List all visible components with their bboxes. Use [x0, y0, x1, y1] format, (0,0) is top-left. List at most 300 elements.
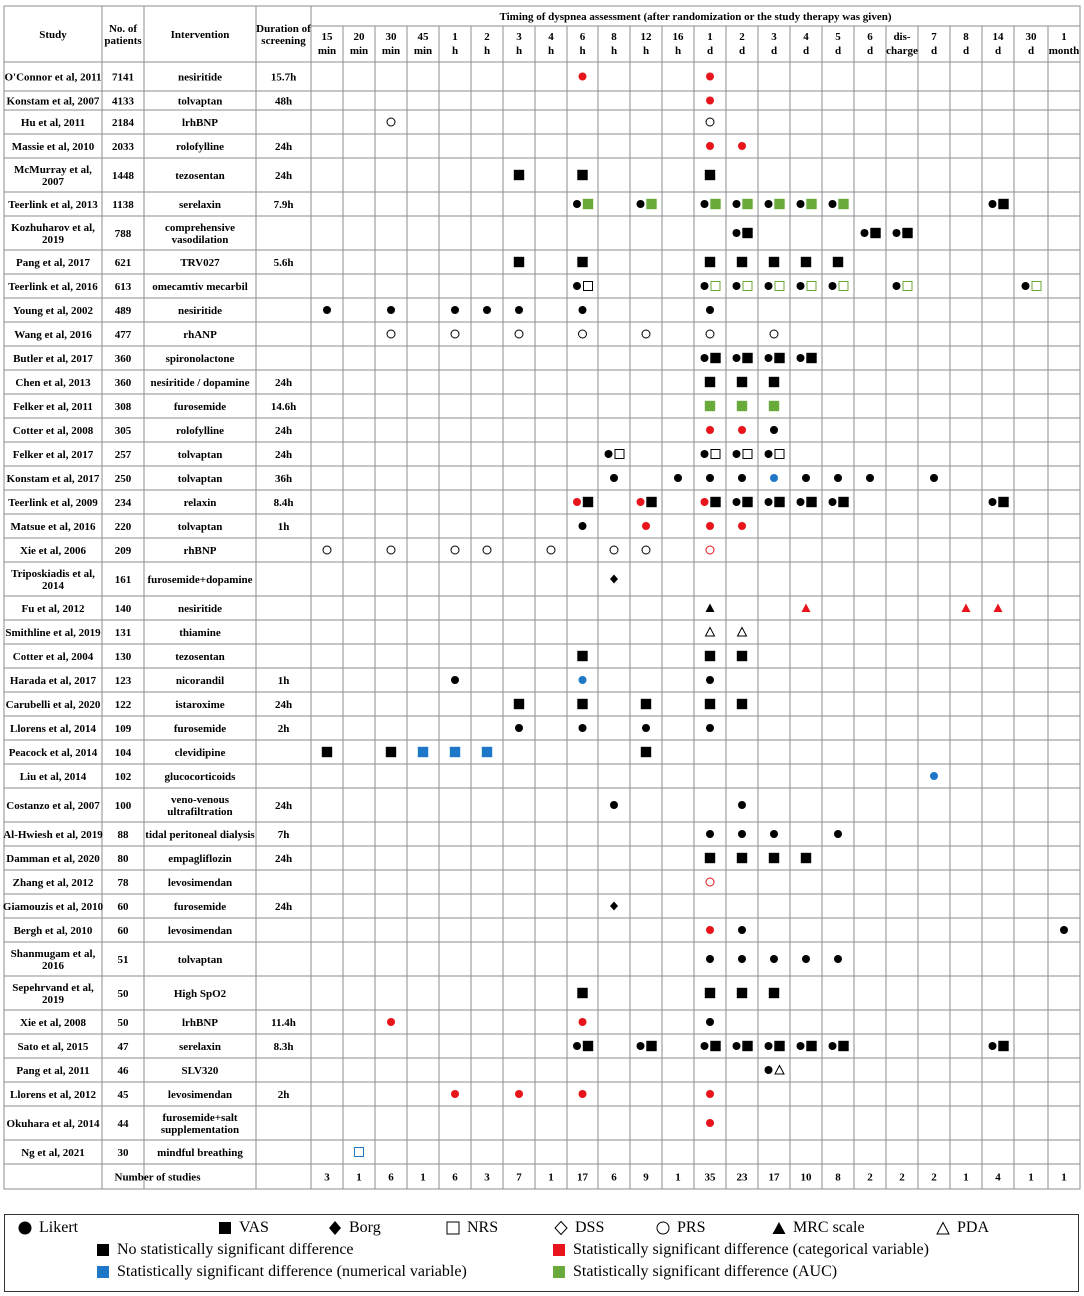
timepoint-value: 2 — [739, 31, 745, 43]
patient-count: 130 — [114, 651, 132, 663]
likert-marker — [738, 801, 746, 809]
patient-count: 80 — [117, 853, 129, 865]
timepoint-unit: h — [483, 45, 491, 57]
vas-marker — [583, 199, 593, 209]
intervention-name: empagliflozin — [168, 853, 232, 865]
study-name: Bergh et al, 2010 — [13, 925, 93, 937]
likert-marker — [706, 724, 714, 732]
screening-duration: 24h — [274, 901, 293, 913]
likert-marker — [834, 955, 842, 963]
timepoint-unit: min — [381, 45, 401, 57]
study-count: 2 — [899, 1171, 905, 1184]
likert-marker — [733, 450, 741, 458]
prs-marker — [323, 546, 331, 554]
patient-count: 46 — [117, 1065, 129, 1077]
timepoint-unit: h — [579, 45, 586, 57]
study-name: Zhang et al, 2012 — [12, 877, 94, 889]
vas-marker — [838, 497, 848, 507]
vas-marker — [833, 257, 843, 267]
nrs-marker — [1032, 282, 1041, 291]
timepoint-value: 3 — [516, 31, 522, 43]
patient-count: 7141 — [112, 71, 134, 84]
likert-marker — [642, 724, 650, 732]
likert-marker — [515, 1090, 523, 1098]
intervention-name: tezosentan — [175, 651, 225, 663]
vas-marker — [641, 699, 651, 709]
nrs-marker — [743, 282, 752, 291]
legend-vas-label: VAS — [239, 1219, 269, 1236]
intervention-name: tolvaptan — [177, 954, 223, 966]
intervention-name: furosemide — [173, 723, 227, 735]
vas-marker — [705, 257, 715, 267]
patient-count: 209 — [114, 545, 132, 557]
borg-marker — [610, 902, 618, 911]
vas-marker — [583, 497, 593, 507]
vas-marker — [742, 199, 752, 209]
likert-marker — [451, 676, 459, 684]
intervention-name: istaroxime — [175, 699, 225, 711]
vas-marker — [737, 699, 747, 709]
patient-count: 308 — [114, 401, 132, 413]
study-count: 8 — [835, 1171, 841, 1184]
likert-marker — [637, 498, 645, 506]
likert-marker — [765, 354, 773, 362]
likert-marker — [738, 830, 746, 838]
timepoint-value: 1 — [452, 31, 458, 43]
patient-count: 102 — [114, 771, 132, 783]
vas-marker — [737, 651, 747, 661]
study-name: Massie et al, 2010 — [11, 141, 95, 153]
study-name: Cotter et al, 2008 — [12, 425, 94, 437]
nrs-marker — [711, 450, 720, 459]
open-triangle-icon — [935, 1220, 951, 1236]
likert-marker — [765, 450, 773, 458]
vas-marker — [769, 988, 779, 998]
intervention-name: glucocorticoids — [164, 771, 236, 783]
screening-duration: 24h — [274, 800, 293, 812]
vas-marker — [737, 988, 747, 998]
likert-marker — [579, 1018, 587, 1026]
patient-count: 78 — [117, 877, 129, 889]
screening-duration: 36h — [274, 473, 293, 485]
patient-count: 788 — [114, 228, 132, 240]
intervention-name: serelaxin — [179, 1041, 221, 1053]
likert-marker — [738, 142, 746, 150]
vas-marker — [806, 1041, 816, 1051]
screening-duration: 2h — [277, 1089, 290, 1101]
vas-marker — [710, 1041, 720, 1051]
likert-marker — [829, 498, 837, 506]
intervention-name: nesiritide — [178, 305, 222, 317]
red-swatch-icon — [553, 1244, 565, 1256]
patient-count: 44 — [117, 1118, 129, 1130]
totals-label: Number of studies — [114, 1171, 201, 1184]
likert-marker — [834, 830, 842, 838]
likert-marker — [765, 1042, 773, 1050]
mrc-marker — [706, 604, 715, 613]
prs-marker — [451, 330, 459, 338]
patient-count: 2184 — [112, 117, 134, 129]
timepoint-unit: min — [349, 45, 369, 57]
likert-marker — [989, 1042, 997, 1050]
patient-count: 100 — [114, 800, 132, 812]
filled-diamond-icon — [327, 1220, 343, 1236]
legend — [4, 1214, 1079, 1292]
study-count: 1 — [1028, 1171, 1034, 1184]
legend-dss-label: DSS — [575, 1219, 605, 1236]
screening-duration: 1h — [277, 675, 290, 687]
study-name: Teerlink et al, 2016 — [8, 281, 98, 293]
patient-count: 257 — [114, 449, 132, 461]
intervention-name: rhBNP — [183, 545, 217, 557]
likert-marker — [738, 926, 746, 934]
study-name: Felker et al, 2011 — [13, 401, 93, 413]
vas-marker — [710, 497, 720, 507]
vas-marker — [742, 228, 752, 238]
legend-dss — [553, 1219, 604, 1237]
study-name: Butler et al, 2017 — [13, 353, 93, 365]
study-name: 2016 — [42, 960, 64, 972]
header-intervention: Intervention — [170, 29, 230, 41]
likert-marker — [770, 830, 778, 838]
study-name: 2019 — [42, 234, 64, 246]
likert-marker — [579, 676, 587, 684]
patient-count: 123 — [114, 675, 132, 687]
vas-marker — [737, 377, 747, 387]
screening-duration: 8.4h — [273, 497, 294, 509]
vas-marker — [870, 228, 880, 238]
vas-marker — [742, 1041, 752, 1051]
timepoint-value: 45 — [417, 31, 429, 43]
intervention-name: High SpO2 — [173, 988, 227, 1000]
prs-marker — [642, 546, 650, 554]
vas-marker — [577, 699, 587, 709]
study-name: Llorens et al, 2014 — [10, 723, 96, 735]
study-name: Al-Hwiesh et al, 2019 — [3, 829, 103, 841]
timepoint-value: 15 — [321, 31, 333, 43]
likert-marker — [802, 955, 810, 963]
legend-borg-label: Borg — [349, 1219, 381, 1236]
likert-marker — [706, 955, 714, 963]
timepoint-value: 7 — [931, 31, 937, 43]
study-count: 17 — [768, 1171, 780, 1184]
patient-count: 621 — [114, 257, 132, 269]
patient-count: 30 — [117, 1147, 129, 1159]
likert-marker — [770, 426, 778, 434]
pda-marker — [775, 1066, 784, 1075]
intervention-name: nesiritide — [178, 603, 222, 615]
vas-marker — [577, 170, 587, 180]
likert-marker — [387, 306, 395, 314]
vas-marker — [705, 853, 715, 863]
screening-duration: 24h — [274, 141, 293, 153]
screening-duration: 48h — [274, 95, 293, 108]
open-diamond-icon — [553, 1220, 569, 1236]
study-count: 10 — [800, 1171, 812, 1184]
vas-marker — [902, 228, 912, 238]
likert-marker — [834, 474, 842, 482]
filled-triangle-icon — [771, 1220, 787, 1236]
vas-marker — [774, 1041, 784, 1051]
likert-marker — [515, 306, 523, 314]
vas-marker — [705, 988, 715, 998]
study-count: 6 — [611, 1171, 617, 1184]
likert-marker — [893, 229, 901, 237]
study-name: Xie et al, 2008 — [20, 1017, 86, 1029]
study-name: Chen et al, 2013 — [15, 377, 91, 389]
intervention-name: levosimendan — [167, 925, 233, 937]
study-name: Carubelli et al, 2020 — [5, 699, 101, 711]
likert-marker — [706, 1018, 714, 1026]
intervention-name: furosemide+dopamine — [147, 574, 253, 586]
likert-marker — [797, 282, 805, 290]
legend-vas — [217, 1219, 269, 1237]
likert-marker — [701, 282, 709, 290]
intervention-name: furosemide+salt — [162, 1112, 238, 1124]
header-duration: Duration of — [256, 23, 311, 35]
vas-marker — [774, 353, 784, 363]
study-count: 1 — [675, 1171, 681, 1184]
nrs-marker — [903, 282, 912, 291]
pda-marker — [706, 628, 715, 637]
prs-marker — [706, 118, 714, 126]
vas-marker — [322, 747, 332, 757]
timepoint-unit: d — [962, 45, 970, 57]
timepoint-unit: h — [610, 45, 618, 57]
timepoint-unit: h — [547, 45, 555, 57]
intervention-name: mindful breathing — [157, 1147, 243, 1159]
vas-marker — [577, 988, 587, 998]
vas-marker — [583, 1041, 593, 1051]
likert-marker — [738, 426, 746, 434]
intervention-name: levosimendan — [167, 877, 233, 889]
vas-marker — [641, 747, 651, 757]
borg-marker — [610, 575, 618, 584]
likert-marker — [706, 73, 714, 81]
vas-marker — [737, 401, 747, 411]
likert-marker — [483, 306, 491, 314]
timepoint-value: 6 — [579, 31, 586, 43]
study-name: 2019 — [42, 994, 64, 1006]
patient-count: 489 — [114, 305, 132, 317]
study-count: 1 — [356, 1171, 362, 1184]
legend-pda — [935, 1219, 989, 1237]
study-name: Hu et al, 2011 — [20, 117, 86, 129]
intervention-name: furosemide — [173, 401, 227, 413]
legend-sig-cat-label: Statistically significant difference (categorical variable) — [573, 1241, 929, 1258]
vas-marker — [769, 401, 779, 411]
timepoint-value: 5 — [835, 31, 841, 43]
prs-marker — [706, 546, 714, 554]
prs-marker — [610, 546, 618, 554]
likert-marker — [866, 474, 874, 482]
prs-marker — [483, 546, 491, 554]
study-count: 6 — [388, 1171, 394, 1184]
likert-marker — [579, 522, 587, 530]
intervention-name: comprehensive — [164, 222, 236, 234]
study-count: 9 — [643, 1171, 649, 1184]
patient-count: 109 — [114, 723, 132, 735]
likert-marker — [605, 450, 613, 458]
timepoint-unit: min — [317, 45, 337, 57]
study-name: Giamouzis et al, 2010 — [2, 901, 104, 913]
timepoint-value: 6 — [867, 31, 873, 43]
study-name: Wang et al, 2016 — [14, 329, 92, 341]
intervention-name: rolofylline — [175, 425, 225, 437]
patient-count: 360 — [114, 353, 132, 365]
timepoint-value: 1 — [1061, 31, 1067, 43]
timepoint-unit: d — [930, 45, 938, 57]
study-name: O'Connor et al, 2011 — [4, 71, 102, 84]
likert-marker — [701, 1042, 709, 1050]
nrs-marker — [584, 282, 593, 291]
prs-marker — [642, 330, 650, 338]
prs-marker — [706, 330, 714, 338]
likert-marker — [770, 474, 778, 482]
timepoint-value: 8 — [963, 31, 969, 43]
prs-marker — [451, 546, 459, 554]
likert-marker — [637, 200, 645, 208]
timepoint-unit: h — [642, 45, 650, 57]
study-name: Okuhara et al, 2014 — [6, 1118, 100, 1130]
vas-marker — [482, 747, 492, 757]
timepoint-value: 30 — [385, 31, 397, 43]
vas-marker — [386, 747, 396, 757]
intervention-name: tezosentan — [175, 170, 225, 182]
likert-marker — [642, 522, 650, 530]
vas-marker — [774, 497, 784, 507]
mrc-marker — [962, 604, 971, 613]
vas-marker — [801, 853, 811, 863]
study-name: Konstam et al, 2017 — [6, 473, 100, 485]
study-name: Smithline et al, 2019 — [5, 627, 101, 639]
study-name: Fu et al, 2012 — [21, 603, 85, 615]
likert-marker — [701, 200, 709, 208]
patient-count: 305 — [114, 425, 132, 437]
mrc-marker — [802, 604, 811, 613]
timepoint-unit: min — [413, 45, 433, 57]
vas-marker — [737, 257, 747, 267]
nrs-marker — [775, 450, 784, 459]
nrs-marker — [615, 450, 624, 459]
likert-marker — [610, 474, 618, 482]
likert-marker — [573, 1042, 581, 1050]
screening-duration: 1h — [277, 521, 290, 533]
nrs-marker — [743, 450, 752, 459]
black-swatch-icon — [97, 1244, 109, 1256]
vas-marker — [806, 353, 816, 363]
vas-marker — [705, 699, 715, 709]
study-name: Kozhuharov et al, — [11, 222, 95, 234]
screening-duration: 24h — [274, 699, 293, 711]
nrs-marker — [775, 282, 784, 291]
vas-marker — [577, 651, 587, 661]
vas-marker — [646, 497, 656, 507]
patient-count: 4133 — [112, 95, 134, 108]
vas-marker — [774, 199, 784, 209]
screening-duration: 5.6h — [273, 257, 294, 269]
likert-marker — [573, 282, 581, 290]
vas-marker — [514, 170, 524, 180]
patient-count: 88 — [117, 829, 129, 841]
legend-likert-label: Likert — [39, 1219, 79, 1236]
vas-marker — [514, 257, 524, 267]
prs-marker — [387, 330, 395, 338]
timepoint-value: 30 — [1025, 31, 1037, 43]
likert-marker — [797, 354, 805, 362]
likert-marker — [802, 474, 810, 482]
intervention-name: thiamine — [179, 627, 221, 639]
likert-marker — [738, 522, 746, 530]
timepoint-unit: h — [674, 45, 682, 57]
study-name: 2014 — [42, 580, 64, 592]
intervention-name: TRV027 — [180, 257, 220, 269]
intervention-name: vasodilation — [171, 234, 229, 246]
likert-marker — [515, 724, 523, 732]
vas-marker — [646, 199, 656, 209]
timepoint-unit: d — [866, 45, 874, 57]
intervention-name: veno-venous — [170, 794, 230, 806]
patient-count: 50 — [117, 1017, 129, 1029]
study-count: 35 — [704, 1171, 716, 1184]
intervention-name: tidal peritoneal dialysis — [145, 829, 255, 841]
study-name: Sato et al, 2015 — [17, 1041, 89, 1053]
patient-count: 47 — [117, 1041, 129, 1053]
header-study: Study — [39, 29, 67, 41]
header-patients: patients — [104, 35, 142, 47]
likert-marker — [770, 955, 778, 963]
likert-marker — [989, 498, 997, 506]
intervention-name: nicorandil — [175, 675, 225, 687]
prs-marker — [706, 878, 714, 886]
legend-mrc — [771, 1219, 865, 1237]
likert-marker — [701, 354, 709, 362]
legend-prs — [655, 1219, 705, 1237]
timepoint-value: 3 — [771, 31, 777, 43]
patient-count: 220 — [114, 521, 132, 533]
likert-marker — [706, 1090, 714, 1098]
screening-duration: 7h — [277, 829, 290, 841]
legend-pda-label: PDA — [957, 1219, 990, 1236]
screening-duration: 14.6h — [270, 401, 297, 413]
likert-marker — [765, 282, 773, 290]
study-count: 1 — [548, 1171, 554, 1184]
intervention-name: tolvaptan — [177, 473, 223, 485]
likert-marker — [674, 474, 682, 482]
study-name: Ng et al, 2021 — [21, 1147, 85, 1159]
prs-marker — [547, 546, 555, 554]
likert-marker — [637, 1042, 645, 1050]
likert-marker — [765, 200, 773, 208]
likert-marker — [733, 498, 741, 506]
open-circle-icon — [655, 1220, 671, 1236]
patient-count: 613 — [114, 281, 132, 293]
study-name: Pang et al, 2017 — [16, 257, 90, 269]
timepoint-value: 12 — [640, 31, 652, 43]
likert-marker — [829, 282, 837, 290]
legend-sig-num-label: Statistically significant difference (numerical variable) — [117, 1263, 467, 1280]
screening-duration: 8.3h — [273, 1041, 294, 1053]
intervention-name: tolvaptan — [177, 449, 223, 461]
patient-count: 250 — [114, 473, 132, 485]
legend-nrs-label: NRS — [467, 1219, 499, 1236]
intervention-name: lrhBNP — [181, 1017, 219, 1029]
timepoint-unit: d — [770, 45, 778, 57]
intervention-name: nesiritide — [178, 71, 222, 84]
study-name: Costanzo et al, 2007 — [6, 800, 100, 812]
likert-marker — [765, 1066, 773, 1074]
likert-marker — [829, 1042, 837, 1050]
